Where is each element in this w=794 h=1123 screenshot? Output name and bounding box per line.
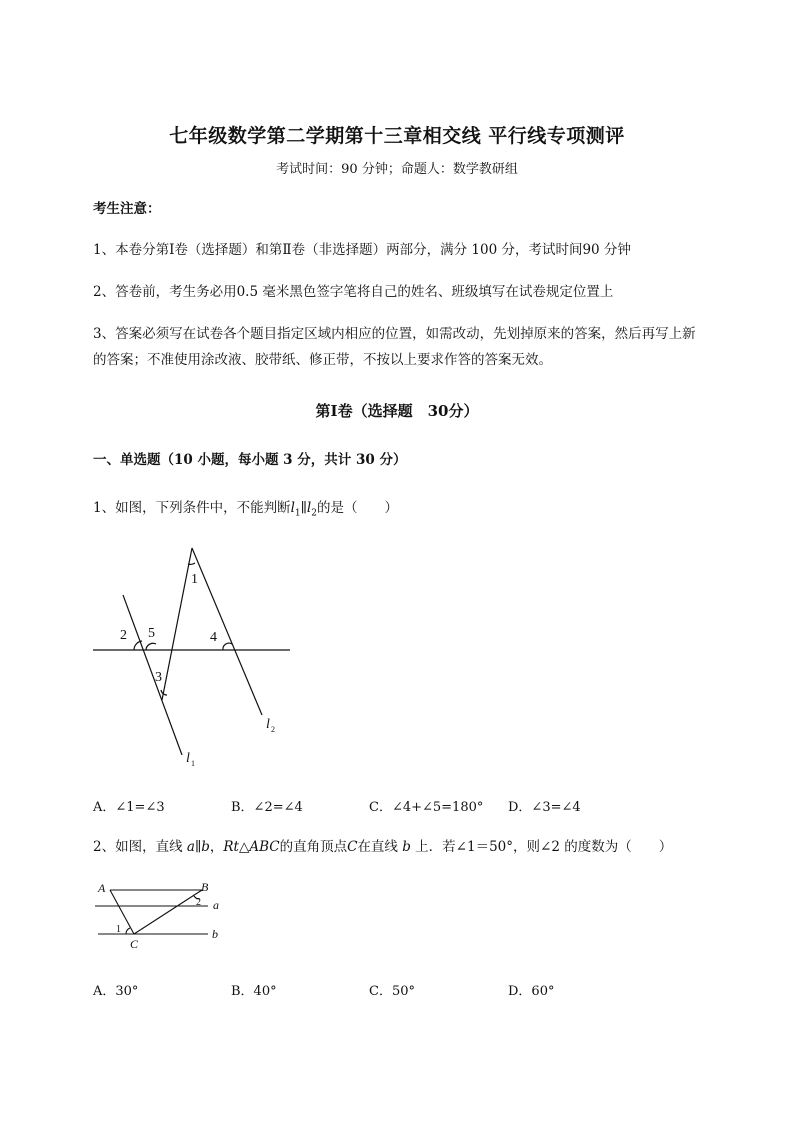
point-label-c: C bbox=[130, 937, 139, 951]
segment-bc bbox=[134, 890, 202, 934]
question-2-stem bbox=[93, 836, 672, 858]
line-label-a: a bbox=[213, 898, 219, 912]
page-title: 七年级数学第二学期第十三章相交线 平行线专项测评 bbox=[169, 125, 625, 147]
section-title: 第Ⅰ卷（选择题 30分） bbox=[315, 402, 479, 420]
angle-label-2: 2 bbox=[196, 897, 201, 908]
q2-option-a[interactable]: A．30° bbox=[93, 984, 139, 999]
q2-t5: 的直角顶点 bbox=[279, 839, 348, 855]
angle-arc-5 bbox=[146, 643, 156, 650]
exam-info: 考试时间：90 分钟；命题人：数学教研组 bbox=[276, 162, 518, 177]
question-2-figure bbox=[90, 878, 230, 953]
q1-line-a-sub: 1 bbox=[294, 508, 301, 519]
q1-suffix: 的是（ ） bbox=[316, 500, 398, 516]
q2-b: b bbox=[201, 839, 210, 855]
notice-item-3-line-1: 3、答案必须写在试卷各个题目指定区域内相应的位置，如需改动，先划掉原来的答案，然后再写上新 bbox=[93, 326, 696, 342]
q2-t1: 2、如图，直线 bbox=[93, 839, 187, 855]
angle-label-5: 5 bbox=[148, 626, 155, 641]
line-label-l2-sub: 2 bbox=[271, 725, 275, 734]
q1-line-a: l bbox=[290, 500, 295, 516]
notice-item-3-line-2: 的答案；不准使用涂改液、胶带纸、修正带，不按以上要求作答的答案无效。 bbox=[93, 352, 552, 368]
question-1-figure bbox=[85, 540, 305, 775]
q2-rt: Rt bbox=[223, 839, 239, 855]
q2-abc: ABC bbox=[249, 839, 280, 855]
line-label-l1-sub: 1 bbox=[191, 759, 195, 768]
segment-ac bbox=[110, 890, 134, 934]
question-1-stem bbox=[93, 497, 398, 525]
q1-option-c[interactable]: C．∠4+∠5=180° bbox=[369, 800, 484, 815]
q2-t2: ∥ bbox=[194, 839, 202, 855]
q1-line-b-sub: 2 bbox=[311, 508, 317, 519]
q1-option-a[interactable]: A．∠1=∠3 bbox=[93, 800, 165, 815]
q2-option-c[interactable]: C．50° bbox=[369, 984, 415, 999]
angle-arc-1 bbox=[126, 928, 130, 934]
q2-option-b[interactable]: B．40° bbox=[231, 984, 277, 999]
line-label-l1: l bbox=[186, 751, 190, 766]
q2-a: a bbox=[186, 839, 195, 855]
q1-line-b: l bbox=[306, 500, 312, 516]
line-label-l2: l bbox=[266, 717, 270, 732]
notice-heading: 考生注意： bbox=[93, 201, 161, 217]
q1-option-d[interactable]: D．∠3=∠4 bbox=[508, 800, 581, 815]
point-label-a: A bbox=[98, 881, 106, 895]
notice-item-1: 1、本卷分第Ⅰ卷（选择题）和第Ⅱ卷（非选择题）两部分，满分 100 分，考试时间90 分钟 bbox=[93, 242, 631, 258]
q2-t7: 上．若∠1＝50°，则∠2 的度数为（ ） bbox=[410, 839, 673, 855]
point-label-b: B bbox=[201, 880, 209, 894]
q2-option-d[interactable]: D．60° bbox=[508, 984, 555, 999]
line-l2 bbox=[192, 548, 262, 715]
q2-b2: b bbox=[402, 839, 411, 855]
q2-t6: 在直线 bbox=[357, 839, 403, 855]
q1-parallel: ∥ bbox=[300, 500, 307, 516]
notice-item-2: 2、答卷前，考生务必用0.5 毫米黑色签字笔将自己的姓名、班级填写在试卷规定位置上 bbox=[93, 284, 614, 300]
angle-label-2: 2 bbox=[120, 628, 127, 643]
q2-c: C bbox=[347, 839, 358, 855]
oblique-line bbox=[162, 548, 192, 700]
angle-label-4: 4 bbox=[210, 630, 217, 645]
q1-prefix: 1、如图，下列条件中，不能判断 bbox=[93, 500, 291, 516]
q2-t3: ， bbox=[209, 839, 224, 855]
angle-label-3: 3 bbox=[155, 670, 162, 685]
angle-label-1: 1 bbox=[191, 572, 198, 587]
angle-label-1: 1 bbox=[116, 924, 121, 935]
q1-option-b[interactable]: B．∠2=∠4 bbox=[231, 800, 303, 815]
angle-arc-4 bbox=[223, 643, 232, 650]
line-label-b: b bbox=[212, 927, 218, 941]
q2-t4: △ bbox=[238, 839, 250, 855]
line-l1 bbox=[123, 595, 182, 755]
part-heading: 一、单选题（10 小题，每小题 3 分，共计 30 分） bbox=[93, 452, 407, 468]
